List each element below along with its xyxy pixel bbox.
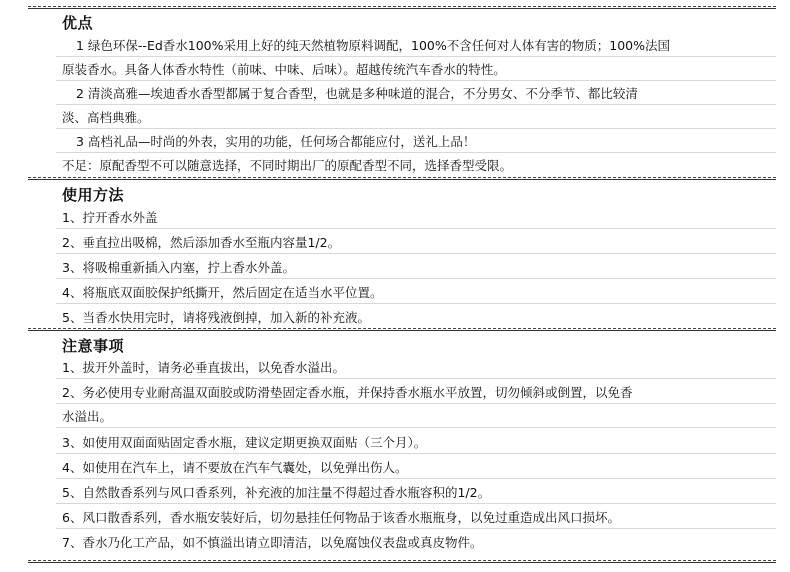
pros-line-1: 1 绿色环保--Ed香水100%采用上好的纯天然植物原料调配，100%不含任何对人体有害的物质；100%法国: [76, 38, 670, 53]
pros-line-3: 2 清淡高雅—埃迪香水香型都属于复合香型，也就是多种味道的混合，不分男女、不分季节、都比较清: [76, 86, 638, 101]
top-rule-solid: [28, 8, 776, 9]
pros-line-4: 淡、高档典雅。: [62, 110, 150, 125]
usage-line-2: 2、垂直拉出吸棉，然后添加香水至瓶内容量1/2。: [62, 235, 341, 250]
bottom-rule-solid: [28, 562, 776, 563]
section-rule-solid: [28, 330, 776, 331]
row-divider: [56, 478, 776, 479]
pros-line-2: 原装香水。具备人体香水特性（前味、中味、后味）。超越传统汽车香水的特性。: [62, 62, 506, 77]
row-divider: [56, 253, 776, 254]
row-divider: [56, 378, 776, 379]
pros-line-6: 不足：原配香型不可以随意选择，不同时期出厂的原配香型不同，选择香型受限。: [62, 158, 513, 173]
usage-line-3: 3、将吸棉重新插入内塞，拧上香水外盖。: [62, 260, 295, 275]
section-rule: [28, 177, 776, 178]
row-divider: [56, 228, 776, 229]
notes-line-4: 3、如使用双面面贴固定香水瓶，建议定期更换双面贴（三个月）。: [62, 435, 427, 450]
notes-line-5: 4、如使用在汽车上，请不要放在汽车气囊处，以免弹出伤人。: [62, 460, 408, 475]
row-divider: [56, 303, 776, 304]
row-divider: [56, 403, 776, 404]
row-divider: [56, 152, 776, 153]
usage-line-1: 1、拧开香水外盖: [62, 210, 158, 225]
row-divider: [56, 128, 776, 129]
notes-line-3: 水溢出。: [62, 409, 113, 424]
row-divider: [56, 503, 776, 504]
row-divider: [56, 278, 776, 279]
notes-line-7: 6、风口散香系列，香水瓶安装好后，切勿悬挂任何物品于该香水瓶瓶身，以免过重造成出风口损坏。: [62, 510, 620, 525]
row-divider: [56, 80, 776, 81]
section-rule-solid: [28, 179, 776, 180]
bottom-rule: [28, 560, 776, 561]
pros-line-5: 3 高档礼品—时尚的外表，实用的功能，任何场合都能应付，送礼上品！: [76, 134, 476, 149]
row-divider: [56, 104, 776, 105]
notes-line-1: 1、拔开外盖时，请务必垂直拔出，以免香水溢出。: [62, 360, 345, 375]
row-divider: [56, 56, 776, 57]
usage-line-5: 5、当香水快用完时，请将残液倒掉，加入新的补充液。: [62, 310, 370, 325]
row-divider: [56, 528, 776, 529]
notes-line-6: 5、自然散香系列与风口香系列，补充液的加注量不得超过香水瓶容积的1/2。: [62, 485, 491, 500]
notes-line-8: 7、香水乃化工产品，如不慎溢出请立即清洁，以免腐蚀仪表盘或真皮物件。: [62, 535, 483, 550]
section-title-pros: 优点: [62, 14, 94, 32]
section-title-notes: 注意事项: [62, 337, 125, 355]
usage-line-4: 4、将瓶底双面胶保护纸撕开，然后固定在适当水平位置。: [62, 285, 383, 300]
section-title-usage: 使用方法: [62, 186, 125, 204]
section-rule: [28, 328, 776, 329]
row-divider: [56, 453, 776, 454]
top-rule: [28, 6, 776, 7]
notes-line-2: 2、务必使用专业耐高温双面胶或防滑垫固定香水瓶，并保持香水瓶水平放置，切勿倾斜或倒置，以免香: [62, 385, 633, 400]
row-divider: [56, 427, 776, 428]
